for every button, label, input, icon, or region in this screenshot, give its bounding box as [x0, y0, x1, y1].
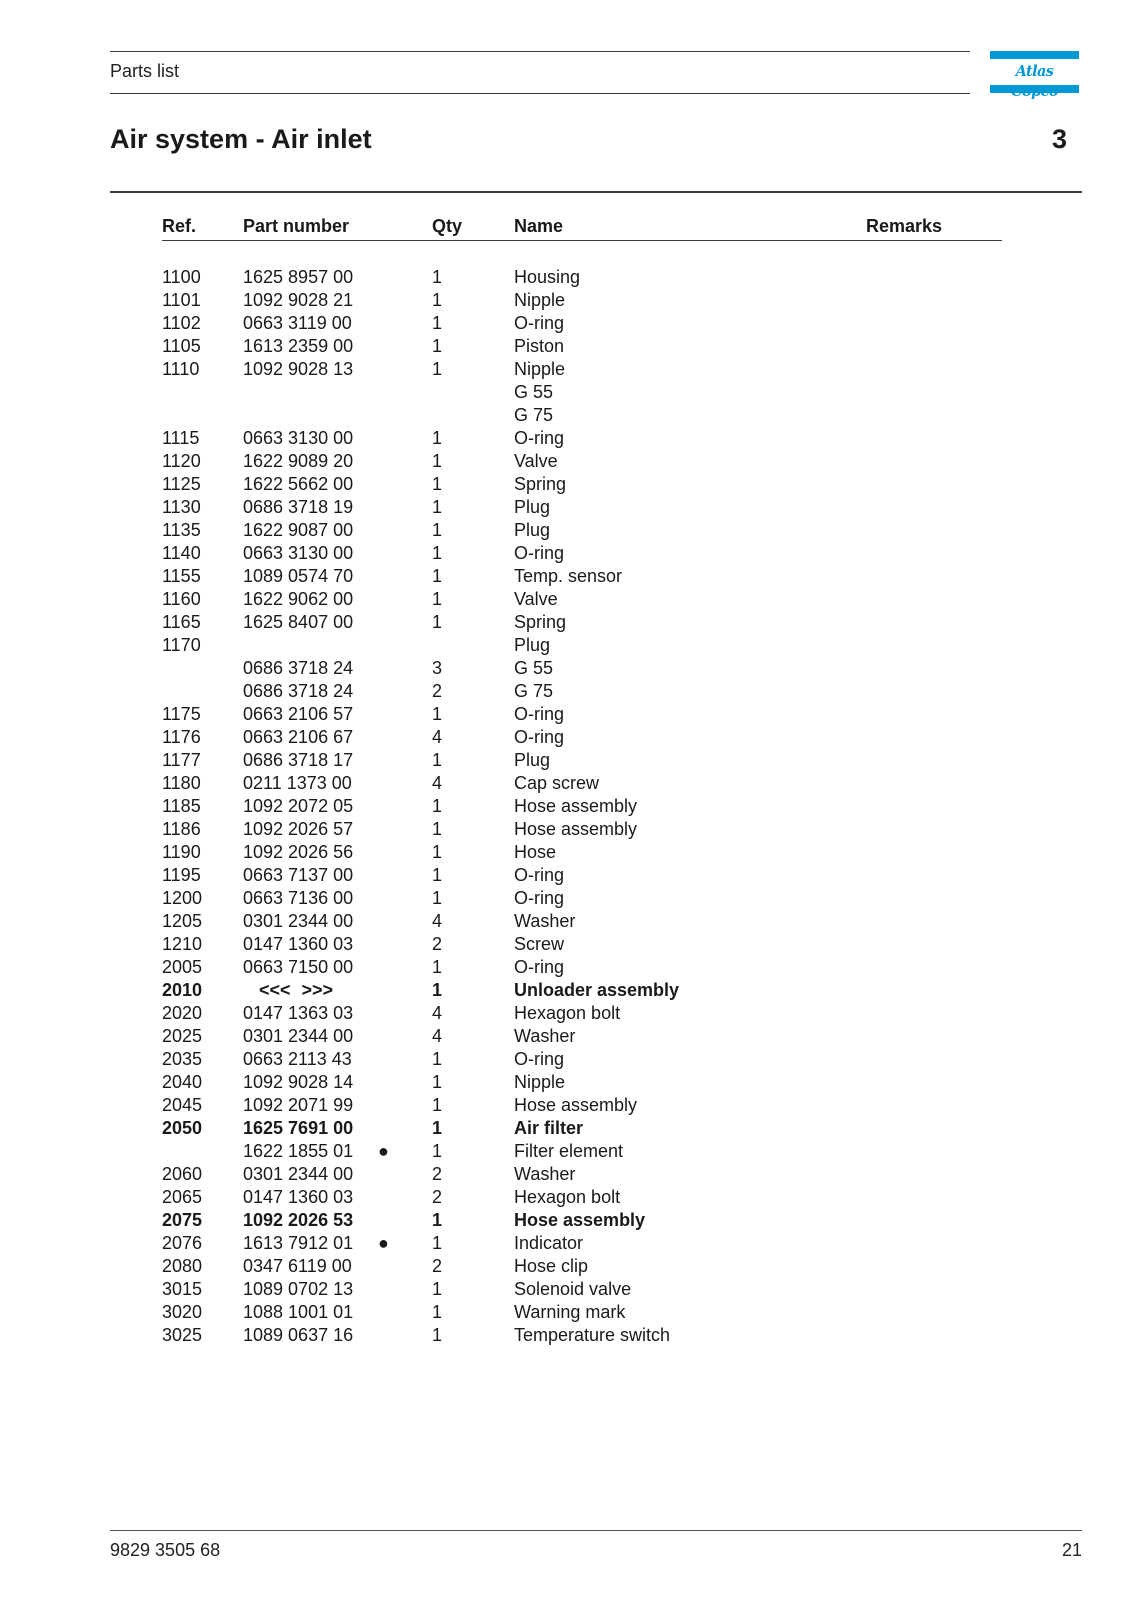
table-row: [0, 749, 1131, 772]
part-ref: 2080: [162, 1256, 203, 1276]
part-name: Warning mark: [514, 1302, 626, 1322]
part-name: Washer: [514, 1026, 576, 1046]
part-ref: 1165: [162, 612, 201, 632]
table-row: [0, 473, 1131, 496]
part-qty: 1: [432, 474, 443, 494]
part-ref: 1205: [162, 911, 203, 931]
table-row: [0, 1048, 1131, 1071]
part-ref: 2010: [162, 980, 203, 1000]
part-number: 1625 7691 00: [243, 1118, 354, 1138]
table-row: [0, 933, 1131, 956]
part-ref: 2025: [162, 1026, 203, 1046]
part-name: O-ring: [514, 865, 565, 885]
table-row: [0, 496, 1131, 519]
table-row: [0, 1163, 1131, 1186]
part-number: 1622 9062 00: [243, 589, 354, 609]
part-ref: 3020: [162, 1302, 203, 1322]
part-qty: 2: [432, 1187, 443, 1207]
table-row: [0, 1232, 1131, 1255]
part-qty: 1: [432, 359, 443, 379]
part-number: 1625 8407 00: [243, 612, 354, 632]
part-name: Plug: [514, 520, 551, 540]
column-header-part-number: Part number: [243, 216, 350, 236]
part-qty: 1: [432, 1095, 443, 1115]
part-number: <<< >>>: [259, 980, 334, 1000]
part-qty: 2: [432, 934, 443, 954]
section-rule: [110, 191, 1082, 193]
part-number: 1092 2026 53: [243, 1210, 354, 1230]
table-row: [0, 519, 1131, 542]
part-ref: 2035: [162, 1049, 203, 1069]
part-qty: 1: [432, 1049, 443, 1069]
footer-rule: [110, 1530, 1082, 1531]
logo-text: Atlas: [1015, 63, 1054, 80]
part-name: Plug: [514, 635, 551, 655]
part-name: Hose assembly: [514, 819, 638, 839]
part-qty: 1: [432, 451, 443, 471]
part-qty: 1: [432, 1325, 443, 1345]
part-number: 1622 5662 00: [243, 474, 354, 494]
part-qty: 1: [432, 497, 443, 517]
part-qty: 1: [432, 865, 443, 885]
table-row: [0, 381, 1131, 404]
part-name: O-ring: [514, 704, 565, 724]
part-ref: 1102: [162, 313, 201, 333]
part-name: Plug: [514, 497, 551, 517]
part-ref: 1210: [162, 934, 203, 954]
table-row: [0, 703, 1131, 726]
part-name: Hexagon bolt: [514, 1003, 621, 1023]
part-ref: 1175: [162, 704, 201, 724]
part-qty: 4: [432, 1003, 443, 1023]
part-number: 0663 3130 00: [243, 543, 354, 563]
part-ref: 1120: [162, 451, 201, 471]
part-ref: 1125: [162, 474, 201, 494]
part-name: O-ring: [514, 428, 565, 448]
section-number: 3: [1052, 124, 1068, 154]
part-number: 1092 9028 14: [243, 1072, 354, 1092]
part-name: Valve: [514, 451, 558, 471]
table-row: [0, 1002, 1131, 1025]
table-row: [0, 1209, 1131, 1232]
part-qty: 1: [432, 1279, 443, 1299]
part-number: 0686 3718 24: [243, 658, 354, 678]
table-row: [0, 680, 1131, 703]
part-ref: 1195: [162, 865, 201, 885]
table-row: [0, 1301, 1131, 1324]
table-row: [0, 841, 1131, 864]
part-qty: 1: [432, 1233, 443, 1253]
part-ref: 1100: [162, 267, 201, 287]
part-qty: 1: [432, 1302, 443, 1322]
part-name: Temp. sensor: [514, 566, 623, 586]
part-number: 0301 2344 00: [243, 1164, 354, 1184]
table-row: [0, 1278, 1131, 1301]
part-name: Hose clip: [514, 1256, 589, 1276]
part-number: 0686 3718 24: [243, 681, 354, 701]
document-number: 9829 3505 68: [110, 1540, 221, 1560]
part-name: O-ring: [514, 313, 565, 333]
part-ref: 1130: [162, 497, 201, 517]
part-name: G 55: [514, 382, 554, 402]
table-row: [0, 657, 1131, 680]
part-qty: 1: [432, 1072, 443, 1092]
part-number: 1625 8957 00: [243, 267, 354, 287]
part-qty: 1: [432, 704, 443, 724]
part-ref: 2020: [162, 1003, 203, 1023]
part-ref: 2045: [162, 1095, 203, 1115]
part-ref: 1200: [162, 888, 203, 908]
part-ref: 1186: [162, 819, 201, 839]
part-number: 1622 1855 01: [243, 1141, 354, 1161]
table-row: [0, 864, 1131, 887]
part-ref: 1101: [162, 290, 201, 310]
part-number: 1092 2072 05: [243, 796, 354, 816]
part-qty: 2: [432, 681, 443, 701]
table-row: [0, 1117, 1131, 1140]
part-qty: 4: [432, 727, 443, 747]
part-qty: 2: [432, 1164, 443, 1184]
part-name: O-ring: [514, 888, 565, 908]
logo-bottom-bar: [990, 85, 1079, 93]
part-name: Housing: [514, 267, 581, 287]
part-number: 0686 3718 17: [243, 750, 354, 770]
part-ref: 1135: [162, 520, 201, 540]
table-row: [0, 726, 1131, 749]
part-number: 0686 3718 19: [243, 497, 354, 517]
part-name: G 55: [514, 658, 554, 678]
part-name: Nipple: [514, 290, 566, 310]
part-qty: 1: [432, 543, 443, 563]
part-ref: 1170: [162, 635, 201, 655]
table-row: [0, 289, 1131, 312]
part-number: 0347 6119 00: [243, 1256, 352, 1276]
part-qty: 4: [432, 773, 443, 793]
part-name: Valve: [514, 589, 558, 609]
part-name: Washer: [514, 1164, 576, 1184]
part-name: Piston: [514, 336, 565, 356]
part-name: O-ring: [514, 957, 565, 977]
page-number: 21: [1061, 1540, 1082, 1560]
part-number: 0147 1363 03: [243, 1003, 354, 1023]
table-row: [0, 404, 1131, 427]
table-row: [0, 1255, 1131, 1278]
part-name: O-ring: [514, 1049, 565, 1069]
header-label: Parts list: [110, 61, 180, 81]
part-ref: 2040: [162, 1072, 203, 1092]
header-bottom-rule: [110, 93, 970, 94]
part-ref: 1176: [162, 727, 201, 747]
table-row: [0, 542, 1131, 565]
part-number: 1622 9089 20: [243, 451, 354, 471]
part-qty: 1: [432, 336, 443, 356]
part-qty: 1: [432, 520, 443, 540]
part-number: 1089 0702 13: [243, 1279, 354, 1299]
part-qty: 1: [432, 819, 443, 839]
part-ref: 1115: [162, 428, 200, 448]
part-number: 1613 7912 01: [243, 1233, 354, 1253]
part-qty: 1: [432, 888, 443, 908]
part-ref: 2076: [162, 1233, 203, 1253]
parts-table: [0, 266, 1131, 1347]
part-qty: 1: [432, 428, 443, 448]
section-title: Air system - Air inlet: [110, 124, 372, 154]
header-top-rule: [110, 51, 970, 52]
part-name: Solenoid valve: [514, 1279, 632, 1299]
part-ref: 1185: [162, 796, 201, 816]
wear-part-marker: ●: [378, 1141, 389, 1161]
column-header-ref: Ref.: [162, 216, 197, 236]
part-number: 1622 9087 00: [243, 520, 354, 540]
part-qty: 1: [432, 566, 443, 586]
table-row: [0, 450, 1131, 473]
part-ref: 2005: [162, 957, 203, 977]
table-row: [0, 1025, 1131, 1048]
part-name: Hexagon bolt: [514, 1187, 621, 1207]
part-name: Screw: [514, 934, 565, 954]
part-ref: 1190: [162, 842, 201, 862]
part-name: Temperature switch: [514, 1325, 671, 1345]
part-name: Air filter: [514, 1118, 584, 1138]
part-number: 0663 2106 57: [243, 704, 354, 724]
table-row: [0, 312, 1131, 335]
atlas-copco-logo: [990, 51, 1079, 95]
table-row: [0, 887, 1131, 910]
part-qty: 1: [432, 842, 443, 862]
part-number: 1092 9028 21: [243, 290, 354, 310]
part-qty: 1: [432, 589, 443, 609]
part-qty: 1: [432, 612, 443, 632]
part-number: 0301 2344 00: [243, 1026, 354, 1046]
column-header-name: Name: [514, 216, 564, 236]
part-qty: 1: [432, 267, 443, 287]
part-number: 0663 7136 00: [243, 888, 354, 908]
part-qty: 1: [432, 1141, 443, 1161]
part-qty: 1: [432, 957, 443, 977]
part-qty: 1: [432, 1210, 443, 1230]
table-row: [0, 266, 1131, 289]
part-name: Unloader assembly: [514, 980, 680, 1000]
part-number: 1088 1001 01: [243, 1302, 354, 1322]
part-name: G 75: [514, 681, 554, 701]
column-header-qty: Qty: [432, 216, 463, 236]
part-ref: 1177: [162, 750, 201, 770]
part-number: 1092 2071 99: [243, 1095, 354, 1115]
table-row: [0, 979, 1131, 1002]
part-number: 1092 9028 13: [243, 359, 354, 379]
part-name: Spring: [514, 612, 567, 632]
table-row: [0, 358, 1131, 381]
part-ref: 2075: [162, 1210, 203, 1230]
part-name: Hose: [514, 842, 557, 862]
part-name: Indicator: [514, 1233, 584, 1253]
part-number: 1089 0637 16: [243, 1325, 354, 1345]
part-ref: 2050: [162, 1118, 203, 1138]
part-name: G 75: [514, 405, 554, 425]
part-number: 0147 1360 03: [243, 1187, 354, 1207]
table-row: [0, 335, 1131, 358]
part-number: 0663 3130 00: [243, 428, 354, 448]
table-row: [0, 818, 1131, 841]
part-number: 1089 0574 70: [243, 566, 354, 586]
part-qty: 1: [432, 1118, 443, 1138]
table-row: [0, 956, 1131, 979]
part-qty: 1: [432, 750, 443, 770]
part-name: Hose assembly: [514, 796, 638, 816]
part-name: Cap screw: [514, 773, 600, 793]
part-number: 0663 2113 43: [243, 1049, 352, 1069]
table-row: [0, 1071, 1131, 1094]
table-row: [0, 634, 1131, 657]
table-row: [0, 1094, 1131, 1117]
part-ref: 3015: [162, 1279, 203, 1299]
part-number: 1613 2359 00: [243, 336, 354, 356]
table-row: [0, 1186, 1131, 1209]
table-row: [0, 427, 1131, 450]
part-name: Spring: [514, 474, 567, 494]
part-name: Hose assembly: [514, 1095, 638, 1115]
part-number: 1092 2026 56: [243, 842, 354, 862]
logo-top-bar: [990, 51, 1079, 59]
part-number: 0663 7150 00: [243, 957, 354, 977]
part-number: 0663 2106 67: [243, 727, 354, 747]
part-ref: 1155: [162, 566, 201, 586]
table-row: [0, 588, 1131, 611]
part-ref: 2065: [162, 1187, 203, 1207]
part-name: O-ring: [514, 543, 565, 563]
table-row: [0, 565, 1131, 588]
part-qty: 1: [432, 313, 443, 333]
part-ref: 1105: [162, 336, 201, 356]
part-name: Nipple: [514, 359, 566, 379]
table-row: [0, 1140, 1131, 1163]
part-ref: 1140: [162, 543, 201, 563]
part-ref: 1110: [162, 359, 200, 379]
table-row: [0, 772, 1131, 795]
part-name: O-ring: [514, 727, 565, 747]
part-name: Nipple: [514, 1072, 566, 1092]
part-number: 0147 1360 03: [243, 934, 354, 954]
part-ref: 3025: [162, 1325, 203, 1345]
part-name: Washer: [514, 911, 576, 931]
part-qty: 3: [432, 658, 443, 678]
part-number: 0663 3119 00: [243, 313, 352, 333]
table-row: [0, 910, 1131, 933]
wear-part-marker: ●: [378, 1233, 389, 1253]
part-ref: 1180: [162, 773, 201, 793]
part-qty: 2: [432, 1256, 443, 1276]
table-row: [0, 1324, 1131, 1347]
part-qty: 4: [432, 1026, 443, 1046]
part-qty: 1: [432, 980, 443, 1000]
part-qty: 4: [432, 911, 443, 931]
part-number: 0211 1373 00: [243, 773, 352, 793]
column-header-remarks: Remarks: [866, 216, 943, 236]
part-name: Filter element: [514, 1141, 624, 1161]
part-qty: 1: [432, 290, 443, 310]
part-number: 0663 7137 00: [243, 865, 354, 885]
part-qty: 1: [432, 796, 443, 816]
column-header-rule: [162, 240, 1002, 241]
part-number: 0301 2344 00: [243, 911, 354, 931]
part-name: Hose assembly: [514, 1210, 646, 1230]
part-name: Plug: [514, 750, 551, 770]
part-number: 1092 2026 57: [243, 819, 354, 839]
part-ref: 2060: [162, 1164, 203, 1184]
table-row: [0, 795, 1131, 818]
part-ref: 1160: [162, 589, 201, 609]
table-row: [0, 611, 1131, 634]
